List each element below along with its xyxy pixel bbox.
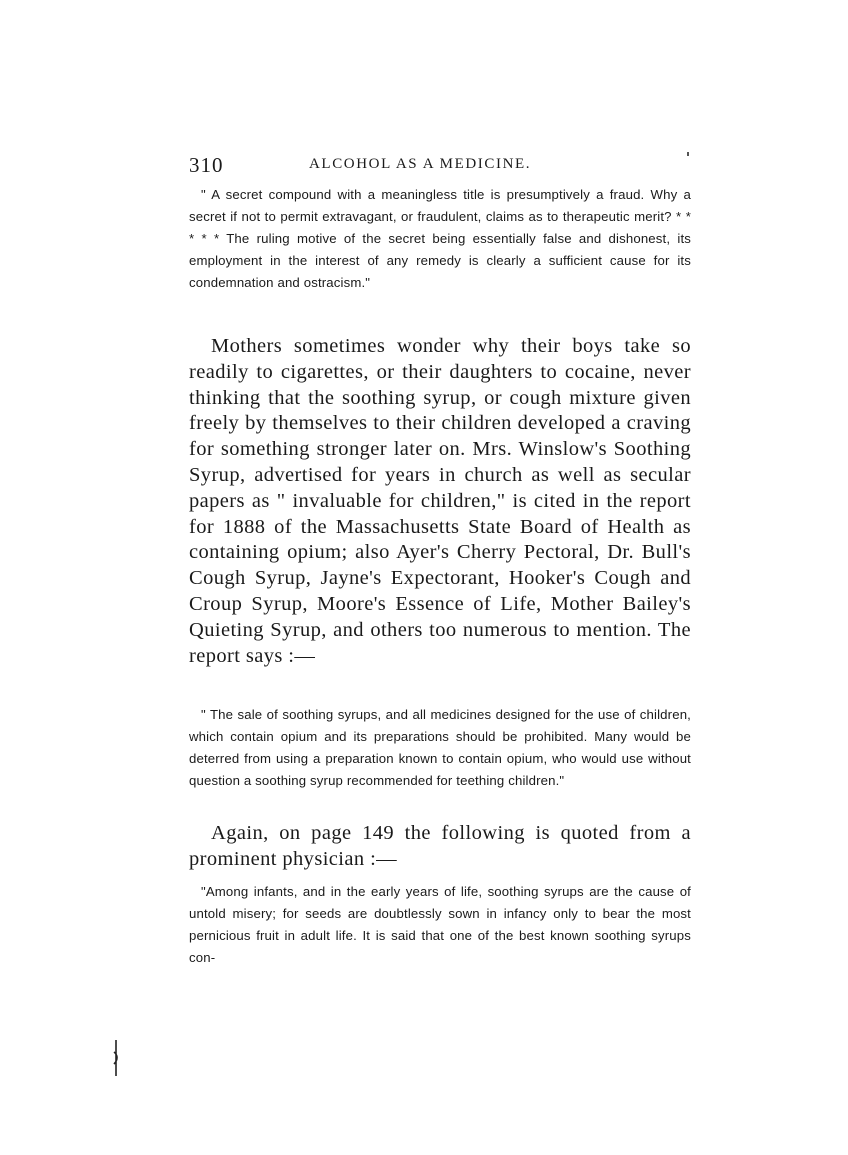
page-number: 310 [189, 153, 224, 177]
running-head: ALCOHOL AS A MEDICINE. [309, 156, 532, 172]
block-quote-soothing-syrups: " The sale of soothing syrups, and all medicines designed for the use of children, which contain opium and its preparations should be prohibited. Many would be deterred from using a preparation known to contain opium, who would use without question a soothing syrup recommended for teething children." [189, 707, 691, 788]
page-header [189, 153, 689, 179]
body-paragraph-again: Again, on page 149 the following is quoted from a prominent physician :— [189, 822, 691, 870]
scan-speck [687, 152, 689, 156]
body-paragraph-mothers: Mothers sometimes wonder why their boys take so readily to cigarettes, or their daughters to cocaine, never thinking that the soothing syrup, or cough mixture given freely by themselves to their children developed a craving for something stronger later on. Mrs. Winslow's Soothing Syrup, advertised for years in church as well as secular papers as " invaluable for children," is cited in the report for 1888 of the Massachusetts State Board of Health as containing opium; also Ayer's Cherry Pectoral, Dr. Bull's Cough Syrup, Jayne's Expectorant, Hooker's Cough and Croup Syrup, Moore's Essence of Life, Mother Bailey's Quieting Syrup, and others too numerous to mention. The report says :— [189, 335, 691, 667]
block-quote-among-infants: "Among infants, and in the early years of life, soothing syrups are the cause of untold misery; for seeds are doubtlessly sown in infancy only to bear the most pernicious fruit in adult life. It is said that one of the best known soothing syrups con- [189, 884, 691, 965]
margin-mark-icon [113, 1040, 119, 1076]
block-quote-secret-compound: " A secret compound with a meaningless title is presumptively a fraud. Why a secret if not to permit extravagant, or fraudulent, claims as to therapeutic merit? * * * * * The ruling motive of the secret being essentially false and dishonest, its employment in the interest of any remedy is clearly a sufficient cause for its condemnation and ostracism." [189, 187, 691, 290]
